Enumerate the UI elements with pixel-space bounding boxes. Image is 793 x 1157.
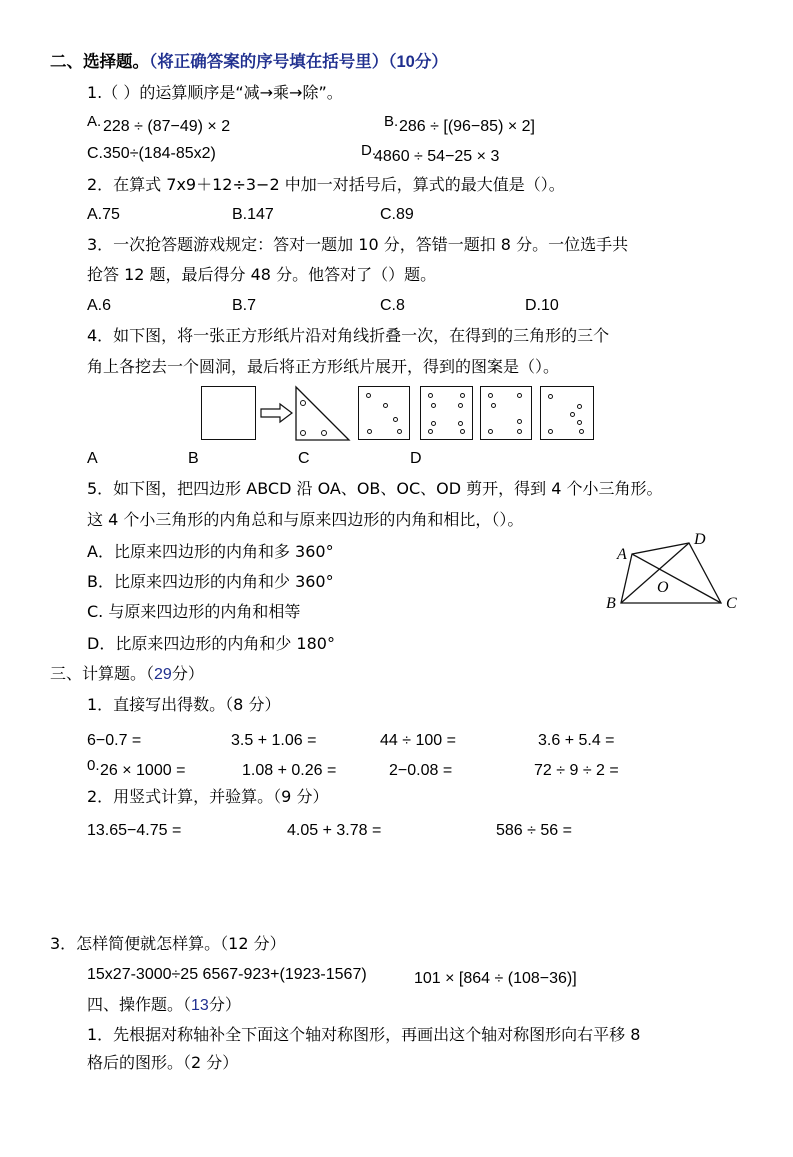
- point-label-d: D: [694, 531, 706, 548]
- q1-option-b-label: B.: [384, 113, 399, 130]
- arrow-right-icon: [260, 402, 294, 424]
- q4-label-a: A: [87, 450, 98, 467]
- hole-icon: [488, 429, 493, 434]
- calc-item: 72 ÷ 9 ÷ 2 =: [534, 762, 619, 779]
- hole-icon: [517, 429, 522, 434]
- q4-label-c: C: [298, 450, 310, 467]
- q3-option-a: A.6: [87, 297, 112, 314]
- hole-icon: [491, 403, 496, 408]
- q1-option-d: 4860 ÷ 54−25 × 3: [374, 148, 500, 165]
- q1-stem: 1.（ ）的运算顺序是“减→乘→除”。: [87, 83, 343, 102]
- q5-option-a: A．比原来四边形的内角和多 360°: [87, 542, 334, 561]
- q5-option-c: C. 与原来四边形的内角和相等: [87, 602, 301, 621]
- simplify-expr-2: 101 × [864 ÷ (108−36)]: [414, 970, 577, 987]
- hole-icon: [431, 403, 436, 408]
- q4-label-b: B: [188, 450, 199, 467]
- q3-option-b: B.7: [232, 297, 257, 314]
- hole-icon: [548, 394, 553, 399]
- q5-stem-line2: 这 4 个小三角形的内角总和与原来四边形的内角和相比，（）。: [87, 510, 524, 529]
- s3-p2-title: 2．用竖式计算，并验算。（9 分）: [87, 787, 329, 806]
- hole-icon: [570, 412, 575, 417]
- hole-icon: [458, 403, 463, 408]
- section2-title: 二、选择题。: [50, 52, 149, 71]
- section2-header: [50, 54, 448, 71]
- q1-option-a-label: A.: [87, 113, 102, 130]
- option-b-pattern: [420, 386, 473, 440]
- section3-points: 29: [154, 666, 172, 683]
- q5-stem-line1: 5．如下图，把四边形 ABCD 沿 OA、OB、OC、OD 剪开，得到 4 个小三角形。: [87, 479, 663, 498]
- calc-item: 6−0.7 =: [87, 732, 142, 749]
- hole-icon: [548, 429, 553, 434]
- hole-icon: [517, 393, 522, 398]
- section2-instruction: （将正确答案的序号填在括号里）（: [149, 52, 397, 71]
- q4-stem-line2: 角上各挖去一个圆洞，最后将正方形纸片展开，得到的图案是（）。: [87, 357, 560, 376]
- q2-option-b: B.147: [232, 206, 274, 223]
- q4-label-d: D: [410, 450, 422, 467]
- q3-stem-line1: 3．一次抢答题游戏规定：答对一题加 10 分，答错一题扣 8 分。一位选手共: [87, 235, 629, 254]
- q3-option-d: D.10: [525, 297, 559, 314]
- calc-item-prefix: 0.: [87, 757, 100, 774]
- vertical-calc-item: 13.65−4.75 =: [87, 822, 182, 839]
- hole-icon: [431, 421, 436, 426]
- q2-option-a: A.75: [87, 206, 120, 223]
- section3-points-unit: 分）: [171, 664, 204, 683]
- s3-p1-title: 1．直接写出得数。（8 分）: [87, 695, 281, 714]
- calc-item: 26 × 1000 =: [100, 762, 186, 779]
- hole-icon: [517, 419, 522, 424]
- hole-icon: [383, 403, 388, 408]
- hole-icon: [579, 429, 584, 434]
- q2-option-c: C.89: [380, 206, 414, 223]
- section4-points: 13: [191, 997, 209, 1014]
- option-d-pattern: [540, 386, 594, 440]
- section3-header: [50, 666, 204, 683]
- hole-icon: [460, 393, 465, 398]
- q1-option-b: 286 ÷ [(96−85) × 2]: [399, 118, 535, 135]
- hole-icon: [428, 393, 433, 398]
- hole-icon: [366, 393, 371, 398]
- square-paper-figure: [201, 386, 256, 440]
- s4-q1-line2: 格后的图形。（2 分）: [87, 1053, 239, 1072]
- hole-icon: [460, 429, 465, 434]
- q1-option-a: 228 ÷ (87−49) × 2: [103, 118, 231, 135]
- calc-item: 3.6 + 5.4 =: [538, 732, 615, 749]
- point-label-o: O: [657, 579, 669, 596]
- section4-points-unit: 分）: [208, 995, 241, 1014]
- q1-option-d-label: D.: [361, 142, 376, 159]
- simplify-expr-1: 15x27-3000÷25 6567-923+(1923-1567): [87, 966, 367, 983]
- option-a-pattern: [358, 386, 410, 440]
- hole-icon: [367, 429, 372, 434]
- calc-item: 44 ÷ 100 =: [380, 732, 456, 749]
- hole-icon: [458, 421, 463, 426]
- q1-option-c: C.350÷(184-85x2): [87, 145, 216, 162]
- hole-icon: [428, 429, 433, 434]
- calc-item: 1.08 + 0.26 =: [242, 762, 337, 779]
- hole-icon: [488, 393, 493, 398]
- section2-points: 10: [396, 53, 415, 71]
- section4-title: 四、操作题。（: [87, 995, 192, 1014]
- hole-icon: [577, 404, 582, 409]
- q4-stem-line1: 4．如下图，将一张正方形纸片沿对角线折叠一次，在得到的三角形的三个: [87, 326, 610, 345]
- point-label-c: C: [726, 595, 737, 612]
- s4-q1-line1: 1．先根据对称轴补全下面这个轴对称图形，再画出这个轴对称图形向右平移 8: [87, 1025, 641, 1044]
- hole-icon: [397, 429, 402, 434]
- calc-item: 2−0.08 =: [389, 762, 453, 779]
- folded-triangle-figure: [294, 385, 352, 443]
- section3-title: 三、计算题。（: [50, 664, 155, 683]
- q3-stem-line2: 抢答 12 题，最后得分 48 分。他答对了（）题。: [87, 265, 437, 284]
- point-label-b: B: [606, 595, 616, 612]
- section4-header: [87, 997, 241, 1014]
- q2-stem: 2．在算式 7x9＋12÷3−2 中加一对括号后，算式的最大值是（）。: [87, 175, 565, 194]
- hole-icon: [577, 420, 582, 425]
- section2-points-unit: 分）: [414, 52, 448, 71]
- q3-option-c: C.8: [380, 297, 405, 314]
- option-c-pattern: [480, 386, 532, 440]
- q5-option-b: B．比原来四边形的内角和少 360°: [87, 572, 334, 591]
- calc-item: 3.5 + 1.06 =: [231, 732, 317, 749]
- vertical-calc-item: 586 ÷ 56 =: [496, 822, 572, 839]
- vertical-calc-item: 4.05 + 3.78 =: [287, 822, 382, 839]
- hole-icon: [393, 417, 398, 422]
- q5-option-d: D．比原来四边形的内角和少 180°: [87, 634, 335, 653]
- s3-p3-title: 3．怎样简便就怎样算。（12 分）: [50, 934, 286, 953]
- point-label-a: A: [617, 546, 627, 563]
